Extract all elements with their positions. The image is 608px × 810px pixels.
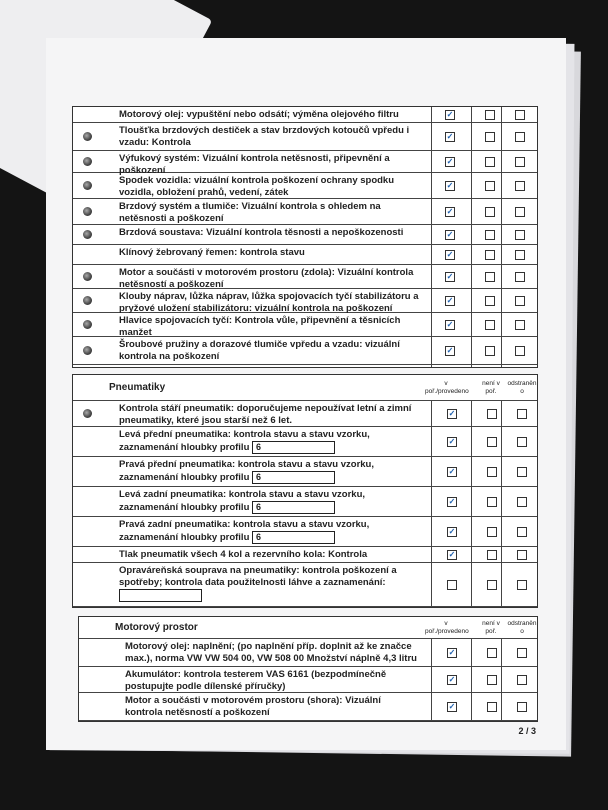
row-description: Pravá přední pneumatika: kontrola stavu a stavu vzorku, zaznamenání hloubky profilu 6 xyxy=(119,459,374,484)
table-row xyxy=(73,457,537,487)
checkbox-not-ok[interactable] xyxy=(485,132,495,142)
checkbox-not-ok[interactable] xyxy=(487,675,497,685)
row-description: Kontrola stáří pneumatik: doporučujeme nepoužívat letní a zimní pneumatiky, které jsou starší než 6 let. xyxy=(119,403,412,426)
profile-depth-field[interactable]: 6 xyxy=(252,441,335,454)
checkbox-not-ok[interactable] xyxy=(487,580,497,590)
checkbox-not-ok[interactable] xyxy=(485,250,495,260)
checkbox-not-ok[interactable] xyxy=(487,437,497,447)
section-inspection xyxy=(72,106,538,368)
table-row xyxy=(73,313,537,337)
column-divider xyxy=(501,639,502,721)
checkbox-done[interactable]: ✓ xyxy=(448,702,456,711)
row-description: Pravá zadní pneumatika: kontrola stavu a stavu vzorku, zaznamenání hloubky profilu 6 xyxy=(119,519,370,544)
checkbox-fixed[interactable] xyxy=(517,527,527,537)
table-row xyxy=(73,225,537,245)
row-description: Motor a součásti v motorovém prostoru (shora): Vizuální kontrola netěsností a poškození xyxy=(125,695,381,718)
section-tires xyxy=(72,374,538,608)
bullet-icon xyxy=(83,181,92,190)
checkbox-fixed[interactable] xyxy=(515,110,525,120)
column-header-not-ok: není v poř. xyxy=(482,380,500,395)
column-divider xyxy=(501,401,502,607)
table-row xyxy=(73,337,537,365)
checkbox-done[interactable]: ✓ xyxy=(446,230,454,239)
checkbox-fixed[interactable] xyxy=(517,437,527,447)
bullet-icon xyxy=(83,132,92,141)
section-header xyxy=(73,375,537,401)
row-description: Brzdová soustava: Vizuální kontrola těsnosti a nepoškozenosti xyxy=(119,227,404,238)
table-row xyxy=(73,265,537,289)
table-row xyxy=(73,107,537,123)
row-description: Motor a součásti v motorovém prostoru (zdola): Vizuální kontrola netěsností a poškození xyxy=(119,267,414,290)
checkbox-not-ok[interactable] xyxy=(485,157,495,167)
checkbox-fixed[interactable] xyxy=(517,550,527,560)
table-row xyxy=(73,401,537,427)
checkbox-done[interactable]: ✓ xyxy=(446,296,454,305)
table-row xyxy=(73,427,537,457)
row-description: Akumulátor: kontrola testerem VAS 6161 (bezpodmínečně postupujte podle dílenské příručky) xyxy=(125,669,387,692)
table-row xyxy=(73,199,537,225)
checkbox-done[interactable]: ✓ xyxy=(446,110,454,119)
checkbox-not-ok[interactable] xyxy=(487,648,497,658)
row-description: Tlak pneumatik všech 4 kol a rezervního kola: Kontrola xyxy=(119,549,368,560)
column-divider xyxy=(431,401,432,607)
row-description: Opraváreňská souprava na pneumatiky: kontrola poškození a spotřeby; kontrola data použitelnosti láhve a zaznamenání: xyxy=(119,565,419,602)
table-row xyxy=(73,289,537,313)
checkbox-not-ok[interactable] xyxy=(487,409,497,419)
column-divider xyxy=(501,107,502,367)
row-description: Výfukový systém: Vizuální kontrola netěsnosti, připevnění a poškození xyxy=(119,153,390,176)
checkbox-not-ok[interactable] xyxy=(485,296,495,306)
row-description: Levá zadní pneumatika: kontrola stavu a stavu vzorku, zaznamenání hloubky profilu 6 xyxy=(119,489,366,514)
checkbox-fixed[interactable] xyxy=(515,132,525,142)
checkbox-not-ok[interactable] xyxy=(487,467,497,477)
checkbox-fixed[interactable] xyxy=(515,320,525,330)
table-row xyxy=(73,173,537,199)
table-row xyxy=(79,667,537,693)
checkbox-fixed[interactable] xyxy=(515,207,525,217)
checkbox-fixed[interactable] xyxy=(517,580,527,590)
checkbox-fixed[interactable] xyxy=(515,272,525,282)
checkbox-done[interactable]: ✓ xyxy=(446,132,454,141)
checkbox-done[interactable]: ✓ xyxy=(446,181,454,190)
row-description: Tloušťka brzdových destiček a stav brzdových kotoučů vpředu i vzadu: Kontrola xyxy=(119,125,410,148)
checkbox-fixed[interactable] xyxy=(517,497,527,507)
checkbox-fixed[interactable] xyxy=(517,648,527,658)
checkbox-done[interactable]: ✓ xyxy=(448,497,456,506)
column-divider xyxy=(471,107,472,367)
bullet-icon xyxy=(83,207,92,216)
checkbox-not-ok[interactable] xyxy=(485,320,495,330)
column-divider xyxy=(471,639,472,721)
checkbox-fixed[interactable] xyxy=(517,702,527,712)
document-page xyxy=(46,38,566,750)
checkbox-not-ok[interactable] xyxy=(485,110,495,120)
checkbox-fixed[interactable] xyxy=(515,157,525,167)
profile-depth-field[interactable]: 6 xyxy=(252,531,335,544)
row-description: Motorový olej: vypuštění nebo odsátí; výměna olejového filtru xyxy=(119,109,399,120)
checkbox-done[interactable]: ✓ xyxy=(448,409,456,418)
row-description: Klínový žebrovaný řemen: kontrola stavu xyxy=(119,247,305,258)
bullet-icon xyxy=(83,230,92,239)
checkbox-not-ok[interactable] xyxy=(487,497,497,507)
checkbox-not-ok[interactable] xyxy=(487,550,497,560)
checkbox-fixed[interactable] xyxy=(515,230,525,240)
column-header-not-ok: není v poř. xyxy=(482,620,500,635)
bullet-icon xyxy=(83,157,92,166)
table-row xyxy=(79,693,537,721)
checkbox-done[interactable]: ✓ xyxy=(448,675,456,684)
column-header-done: v poř./provedeno xyxy=(425,380,469,395)
checkbox-not-ok[interactable] xyxy=(487,527,497,537)
checkbox-fixed[interactable] xyxy=(515,250,525,260)
section-title: Motorový prostor xyxy=(115,622,198,633)
checkbox-fixed[interactable] xyxy=(515,181,525,191)
table-row xyxy=(73,123,537,151)
checkbox-fixed[interactable] xyxy=(517,467,527,477)
bullet-icon xyxy=(83,272,92,281)
checkbox-fixed[interactable] xyxy=(515,296,525,306)
profile-depth-field[interactable] xyxy=(119,589,202,602)
checkbox-fixed[interactable] xyxy=(515,346,525,356)
checkbox-done[interactable]: ✓ xyxy=(446,346,454,355)
column-header-done: v poř./provedeno xyxy=(425,620,469,635)
column-divider xyxy=(471,401,472,607)
column-divider xyxy=(431,639,432,721)
table-row xyxy=(73,487,537,517)
table-row xyxy=(73,245,537,265)
row-description: Spodek vozidla: vizuální kontrola poškození ochrany spodku vozidla, obložení prahů, vedení, zátek xyxy=(119,175,395,198)
row-description: Levá přední pneumatika: kontrola stavu a stavu vzorku, zaznamenání hloubky profilu 6 xyxy=(119,429,370,454)
checkbox-done[interactable]: ✓ xyxy=(446,272,454,281)
checkbox-fixed[interactable] xyxy=(517,675,527,685)
checkbox-not-ok[interactable] xyxy=(485,272,495,282)
checkbox-done[interactable]: ✓ xyxy=(446,250,454,259)
checkbox-done[interactable]: ✓ xyxy=(448,648,456,657)
checkbox-not-ok[interactable] xyxy=(487,702,497,712)
column-divider xyxy=(431,107,432,367)
checkbox-done[interactable]: ✓ xyxy=(448,467,456,476)
row-description: Hlavice spojovacích tyčí: Kontrola vůle, připevnění a těsnicích manžet xyxy=(119,315,401,338)
profile-depth-field[interactable]: 6 xyxy=(252,501,335,514)
bullet-icon xyxy=(83,296,92,305)
checkbox-done[interactable]: ✓ xyxy=(446,320,454,329)
section-header xyxy=(79,617,537,639)
checkbox-done[interactable]: ✓ xyxy=(448,437,456,446)
section-title: Pneumatiky xyxy=(109,382,166,393)
section-engine-bay xyxy=(78,616,538,722)
checkbox-not-ok[interactable] xyxy=(485,181,495,191)
bullet-icon xyxy=(83,346,92,355)
checkbox-not-ok[interactable] xyxy=(485,207,495,217)
row-description: Šroubové pružiny a dorazové tlumiče vpředu a vzadu: vizuální kontrola na poškození xyxy=(119,339,400,362)
checkbox-not-ok[interactable] xyxy=(485,346,495,356)
checkbox-done[interactable]: ✓ xyxy=(448,527,456,536)
checkbox-done[interactable]: ✓ xyxy=(446,157,454,166)
checkbox-done[interactable]: ✓ xyxy=(448,550,456,559)
bullet-icon xyxy=(83,320,92,329)
row-description: Brzdový systém a tlumiče: Vizuální kontrola s ohledem na netěsnosti a poškození xyxy=(119,201,381,224)
row-description: Motorový olej: naplnění; (po naplnění příp. doplnit až ke značce max.), norma VW VW 504 00, VW 508 00 Množství náplně 4,3 litru xyxy=(125,641,417,664)
profile-depth-field[interactable]: 6 xyxy=(252,471,335,484)
table-row xyxy=(73,563,537,607)
page-number: 2 / 3 xyxy=(518,726,536,736)
checkbox-not-ok[interactable] xyxy=(485,230,495,240)
table-row xyxy=(73,547,537,563)
checkbox-done[interactable]: ✓ xyxy=(446,207,454,216)
row-description: Klouby náprav, lůžka náprav, lůžka spojovacích tyčí stabilizátoru a pryžové uložení stabilizátoru: vizuální kontrola na poškození xyxy=(119,291,419,314)
table-row xyxy=(79,639,537,667)
checkbox-fixed[interactable] xyxy=(517,409,527,419)
checkbox-done[interactable] xyxy=(447,580,457,590)
column-header-fixed: odstraněn o xyxy=(507,620,537,635)
column-header-fixed: odstraněn o xyxy=(507,380,537,395)
bullet-icon xyxy=(83,409,92,418)
table-row xyxy=(73,151,537,176)
table-row xyxy=(73,517,537,547)
